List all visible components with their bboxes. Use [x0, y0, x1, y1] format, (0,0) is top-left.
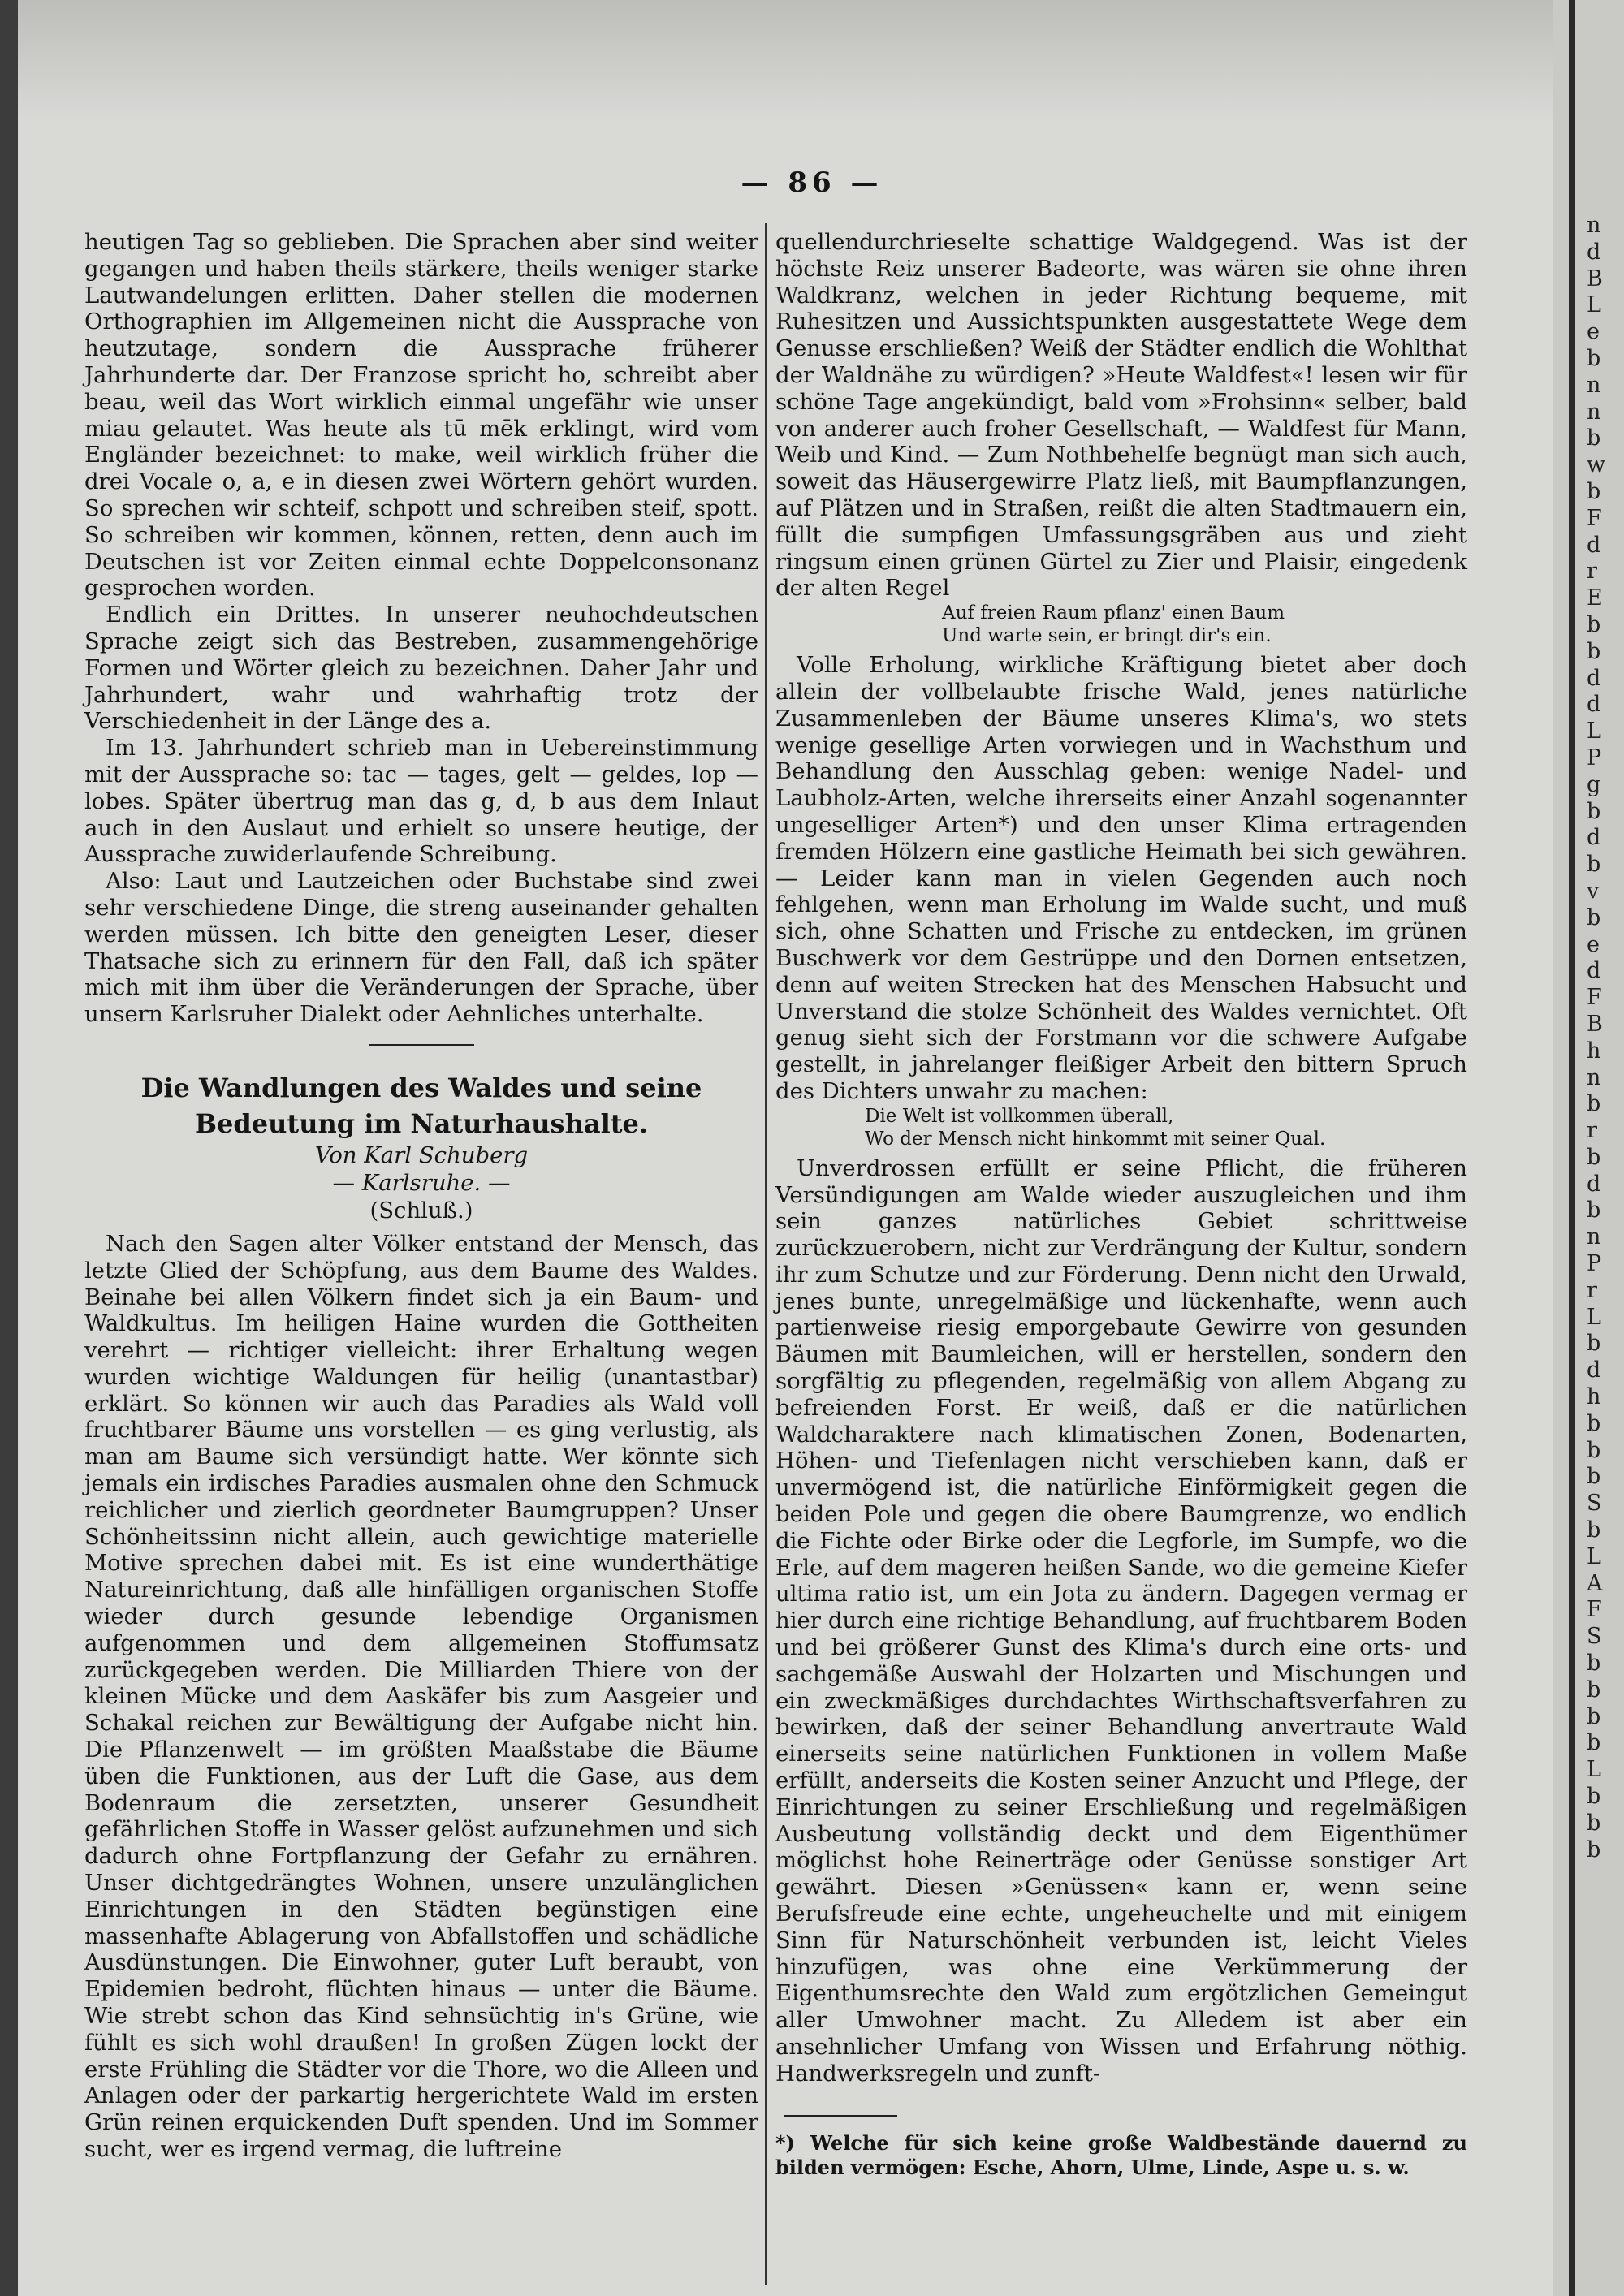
paragraph: Unverdrossen erfüllt er seine Pflicht, die früheren Versündigungen am Walde wieder auszugleichen und ihm sein ganzes natürliches Gebiet schrittweise zurückzuerobern, nicht zur Verdrängung der Kultur, sondern ihr zum Schutze und zur Förderung. Denn nicht den Urwald, jenes bunte, unregelmäßige und lückenhafte, wenn auch partienweise riesig emporgebaute Gewirre von gesunden Bäumen mit Baumleichen, will er herstellen, sondern den sorgfältig zu pflegenden, regelmäßig von allem Abgang zu befreienden Forst. Er weiß, daß er die natürlichen Waldcharaktere nach klimatischen Zonen, Bodenarten, Höhen- und Tiefenlagen nicht verschieben kann, daß er unvermögend ist, die natürliche Einförmigkeit gegen die beiden Pole und gegen die obere Baumgrenze, wo endlich die Fichte oder Birke oder die Legforle, im Sumpfe, wo die Erle, auf dem mageren heißen Sande, wo die gemeine Kiefer ultima ratio ist, um ein Jota zu ändern. Dagegen vermag er hier durch eine richtige Behandlung, auf fruchtbarem Boden und bei größerer Gunst des Klima's durch eine orts- und sachgemäße Auswahl der Holzarten und Mischungen und ein zweckmäßiges durchdachtes Wirthschaftsverfahren zu bewirken, daß der seiner Behandlung anvertraute Wald einerseits seine natürlichen Funktionen in vollem Maße erfüllt, anderseits die Kosten seiner Anzucht und Pflege, der Einrichtungen zu seiner Erschließung und regelmäßigen Ausbeutung vollständig deckt und dem Eigenthümer möglichst hohe Reinerträge oder Genüsse sonstiger Art gewährt. Diesen »Genüssen« kann er, wenn seine Berufsfreude eine echte, ungeheuchelte und mit einigem Sinn für Naturschönheit verbunden ist, leicht Vieles hinzufügen, was ohne eine Verkümmerung der Eigenthumsrechte den Wald zum ergötzlichen Gemeingut aller Umwohner macht. Zu Alledem ist aber ein ansehnlicher Umfang von Wissen und Erfahrung nöthig. Handwerksregeln und zunft-: [775, 1154, 1467, 2087]
paragraph: Also: Laut und Lautzeichen oder Buchstabe sind zwei sehr verschiedene Dinge, die streng auseinander gehalten werden müssen. Ich bitte den geneigten Leser, dieser Thatsache sich zu erinnern für den Fall, daß ich später mich mit ihm über die Veränderungen der Sprache, über unsern Karlsruher Dialekt oder Aehnliches unterhalte.: [84, 868, 758, 1028]
article-title: Die Wandlungen des Waldes und seine Bedeutung im Naturhaushalte.: [140, 1072, 702, 1139]
footnote: *) Welche für sich keine große Waldbestände dauernd zu bilden vermögen: Esche, Ahorn, Ulme, Linde, Aspe u. s. w.: [775, 2130, 1467, 2179]
paragraph: Volle Erholung, wirkliche Kräftigung bietet aber doch allein der vollbelaubte frische Wald, jenes natürliche Zusammenleben der Bäume unseres Klima's, wo stets wenige gesellige Arten vorwiegen und in Wachsthum und Behandlung den Ausschlag geben: wenige Nadel- und Laubholz-Arten, welche ihrerseits einer Anzahl sogenannter ungeselliger Arten*) und den unser Klima ertragenden fremden Hölzern eine gastliche Heimath bei sich gewähren. — Leider kann man in vielen Gegenden auch noch fehlgehen, wenn man Erholung im Walde sucht, und muß sich, ohne Schatten und Frische zu entdecken, im grünen Buschwerk vor dem Gestrüppe und den Dornen entsetzen, denn auf weiten Strecken hat des Menschen Habsucht und Unverstand die stolze Schönheit des Waldes vernichtet. Oft genug sieht sich der Forstmann vor die schwere Aufgabe gestellt, in jahrelanger fleißiger Arbeit den bittern Spruch des Dichters unwahr zu machen:: [775, 652, 1467, 1104]
article-author: Von Karl Schuberg: [314, 1142, 529, 1168]
paragraph: Im 13. Jahrhundert schrieb man in Uebereinstimmung mit der Aussprache so: tac — tages, gelt — geldes, lop — lobes. Später übertrug man das g, d, b aus dem Inlaut auch in den Auslaut und erhielt so unsere heutige, der Aussprache zuwiderlaufende Schreibung.: [84, 735, 758, 868]
footnote-rule: [784, 2115, 897, 2117]
paragraph: quellendurchrieselte schattige Waldgegend. Was ist der höchste Reiz unserer Badeorte, was wären sie ohne ihren Waldkranz, welchen in jeder Richtung bequeme, mit Ruhesitzen und Aussichtspunkten ausgestattete Wege dem Genusse erschließen? Weiß der Städter endlich die Wohlthat der Waldnähe zu würdigen? »Heute Waldfest«! lesen wir für schöne Tage angekündigt, bald vom »Frohsinn« selber, bald von anderer auch froher Gesellschaft, — Waldfest für Mann, Weib und Kind. — Zum Nothbehelfe begnügt man sich auch, soweit das Häusergewirre Platz ließ, mit Baumpflanzungen, auf Plätzen und in Straßen, reißt die alten Stadtmauern ein, füllt die sumpfigen Umfassungsgräben aus und zieht ringsum einen grünen Gürtel zu Zier und Plaisir, eingedenk der alten Regel: [775, 229, 1467, 602]
right-column: [775, 229, 1467, 2180]
verse-line: Auf freien Raum pflanz' einen Baum: [942, 602, 1285, 624]
paragraph: Endlich ein Drittes. In unserer neuhochdeutschen Sprache zeigt sich das Bestreben, zusammengehörige Formen und Wörter gleich zu bezeichnen. Daher Jahr und Jahrhundert, wahr und wahrhaftig trotz der Verschiedenheit in der Länge des a.: [84, 602, 758, 735]
page-number: — 86 —: [741, 166, 883, 199]
conclusion-note: (Schluß.): [369, 1197, 473, 1224]
section-separator: [369, 1044, 474, 1046]
scan-left-edge: [0, 0, 18, 2296]
article-place: — Karlsruhe. —: [332, 1169, 511, 1196]
next-page-margin-fragments: n d B L e b n n b w b F d r E b b d d L P g b d b v b e d F B h n b r b d b n P r L b d h b b b S b L A F S b b b b L b b b: [1587, 213, 1606, 1862]
article-paragraph: Nach den Sagen alter Völker entstand der Mensch, das letzte Glied der Schöpfung, aus dem Baume des Waldes. Beinahe bei allen Völkern findet sich ja ein Baum- und Waldkultus. Im heiligen Haine wurden die Gottheiten verehrt — richtiger vielleicht: ihrer Erhaltung wegen wurden wichtige Waldungen für heilig (unantastbar) erklärt. So können wir auch das Paradies als Wald voll fruchtbarer Bäume uns vorstellen — es ging verlustig, als man am Baume sich versündigt hatte. Wer könnte sich jemals ein irdisches Paradies ausmalen ohne den Schmuck reichlicher und zierlich geordneter Baumgruppen? Unser Schönheitssinn nicht allein, auch gewichtige materielle Motive sprechen dabei mit. Es ist eine wunderthätige Natureinrichtung, daß alle hinfälligen organischen Stoffe wieder durch gesunde lebendige Organismen aufgenommen und dem allgemeinen Stoffumsatz zurückgegeben werden. Die Milliarden Thiere von der kleinen Mücke und dem Aaskäfer bis zum Aasgeier und Schakal reichen zur Bewältigung der Aufgabe nicht hin. Die Pflanzenwelt — im größten Maaßstabe die Bäume üben die Funktionen, aus der Luft die Gase, aus dem Bodenraum die zersetzten, unserer Gesundheit gefährlichen Stoffe in Wasser gelöst aufzunehmen und sich dadurch ohne Fortpflanzung der Gefahr zu ernähren. Unser dichtgedrängtes Wohnen, unsere unzulänglichen Einrichtungen in den Städten begünstigen eine massenhafte Ablagerung von Abfallstoffen und schädliche Ausdünstungen. Die Einwohner, guter Luft beraubt, von Epidemien bedroht, flüchten hinaus — unter die Bäume. Wie strebt schon das Kind sehnsüchtig in's Grüne, wie fühlt es sich wohl draußen! In großen Zügen lockt der erste Frühling die Städter vor die Thore, wo die Alleen und Anlagen oder der parkartig hergerichtete Wald im ersten Grün reinen erquickenden Duft spenden. Und im Sommer sucht, wer es irgend vermag, die luftreine: [84, 1230, 758, 2162]
page-gutter: [1569, 0, 1575, 2296]
scan-top-shade: [18, 0, 1553, 122]
column-rule: [765, 223, 767, 2285]
verse-line: Und warte sein, er bringt dir's ein.: [942, 625, 1272, 647]
verse-line: Wo der Mensch nicht hinkommt mit seiner Qual.: [865, 1128, 1326, 1150]
verse-line: Die Welt ist vollkommen überall,: [865, 1105, 1174, 1127]
left-column: [84, 229, 758, 2163]
paragraph: heutigen Tag so geblieben. Die Sprachen aber sind weiter gegangen und haben theils stärkere, theils weniger starke Lautwandelungen erlitten. Daher stellen die modernen Orthographien im Allgemeinen nicht die Aussprache von heutzutage, sondern die Aussprache früherer Jahrhunderte dar. Der Franzose spricht ho, schreibt aber beau, weil das Wort wirklich einmal ungefähr wie unser miau gelautet. Was heute als tū mēk erklingt, wird vom Engländer bezeichnet: to make, weil wirklich früher die drei Vocale o, a, e in diesen zwei Wörtern gehört wurden. So sprechen wir schteif, schpott und schreiben steif, spott. So schreiben wir kommen, können, retten, denn auch im Deutschen ist vor Zeiten einmal echte Doppelconsonanz gesprochen worden.: [84, 229, 758, 602]
